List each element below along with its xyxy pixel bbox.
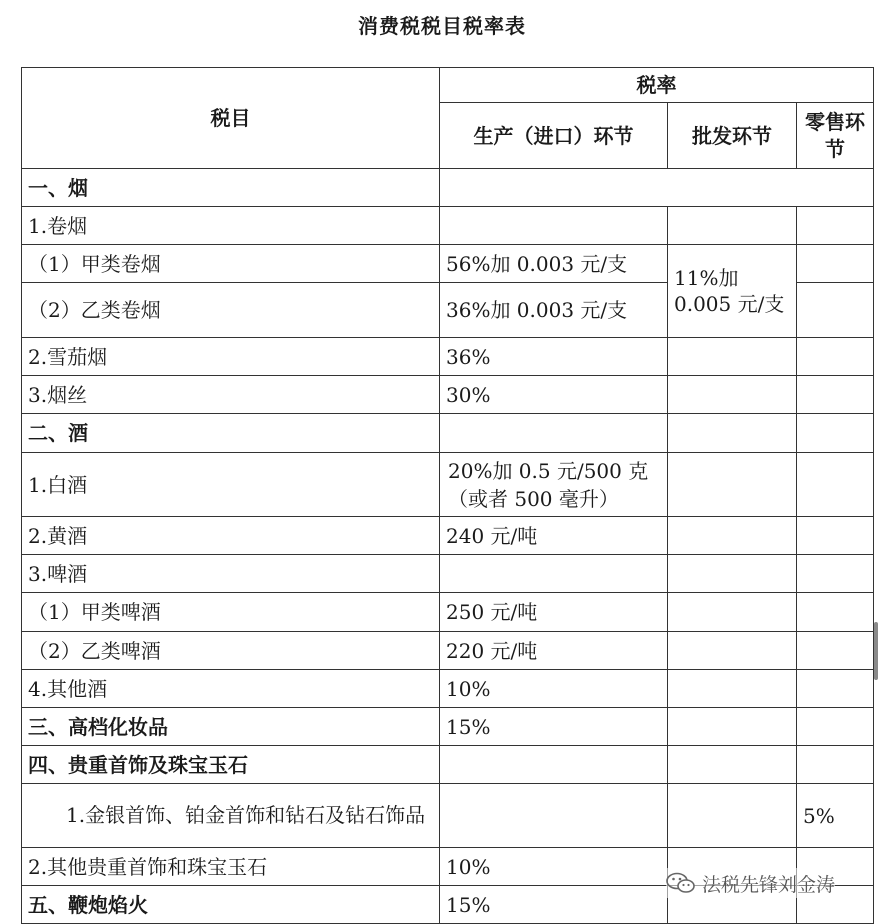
item-gold xyxy=(22,784,440,848)
empty-cell xyxy=(797,453,874,517)
item-beer-a: （1）甲类啤酒 xyxy=(22,593,440,632)
empty-cell xyxy=(668,338,797,376)
rate-other-liquor: 10% xyxy=(440,670,668,708)
item-huangjiu: 2.黄酒 xyxy=(22,517,440,555)
watermark xyxy=(666,868,835,898)
empty-cell xyxy=(440,555,668,593)
header-rate: 税率 xyxy=(440,68,874,103)
empty-cell xyxy=(440,746,668,784)
rate-gold-retail: 5% xyxy=(797,784,874,848)
item-other-jewelry: 2.其他贵重首饰和珠宝玉石 xyxy=(22,848,440,886)
empty-cell xyxy=(797,207,874,245)
wechat-icon xyxy=(666,872,696,894)
header-item: 税目 xyxy=(22,68,440,169)
rate-beer-a: 250 元/吨 xyxy=(440,593,668,632)
empty-cell xyxy=(797,414,874,453)
empty-cell xyxy=(797,708,874,746)
header-wholesale: 批发环节 xyxy=(668,103,797,169)
item-cigarettes: 1.卷烟 xyxy=(22,207,440,245)
empty-cell xyxy=(440,784,668,848)
empty-cell xyxy=(668,670,797,708)
item-beer: 3.啤酒 xyxy=(22,555,440,593)
watermark-text: 法税先锋刘金涛 xyxy=(702,873,836,896)
scrollbar[interactable] xyxy=(874,622,878,680)
empty-cell xyxy=(668,708,797,746)
rate-cig-b: 36%加 0.003 元/支 xyxy=(440,283,668,338)
rate-fireworks: 15% xyxy=(440,886,668,924)
category-tobacco: 一、烟 xyxy=(22,169,440,207)
empty-cell xyxy=(797,593,874,632)
empty-cell xyxy=(797,517,874,555)
empty-cell xyxy=(797,283,874,338)
empty-cell xyxy=(797,670,874,708)
empty-cell xyxy=(668,207,797,245)
rate-cig-wholesale: 11%加 0.005 元/支 xyxy=(668,245,797,338)
empty-cell xyxy=(440,414,668,453)
item-cigar: 2.雪茄烟 xyxy=(22,338,440,376)
empty-cell xyxy=(668,632,797,670)
rate-cut-tobacco: 30% xyxy=(440,376,668,414)
item-cut-tobacco: 3.烟丝 xyxy=(22,376,440,414)
empty-cell xyxy=(668,376,797,414)
category-fireworks: 五、鞭炮焰火 xyxy=(22,886,440,924)
empty-cell xyxy=(440,207,668,245)
empty-cell xyxy=(797,632,874,670)
empty-cell xyxy=(668,784,797,848)
empty-cell xyxy=(797,746,874,784)
item-cig-a: （1）甲类卷烟 xyxy=(22,245,440,283)
empty-cell xyxy=(797,376,874,414)
category-liquor: 二、酒 xyxy=(22,414,440,453)
empty-cell xyxy=(668,453,797,517)
rate-cigar: 36% xyxy=(440,338,668,376)
rate-baijiu: 20%加 0.5 元/500 克（或者 500 毫升） xyxy=(440,453,668,517)
empty-cell xyxy=(668,414,797,453)
item-gold-text: 1.金银首饰、铂金首饰和钻石及钻石饰品 xyxy=(66,803,426,827)
header-retail: 零售环节 xyxy=(797,103,874,169)
header-production: 生产（进口）环节 xyxy=(440,103,668,169)
tax-rate-table xyxy=(21,67,874,924)
item-beer-b: （2）乙类啤酒 xyxy=(22,632,440,670)
rate-cig-a: 56%加 0.003 元/支 xyxy=(440,245,668,283)
empty-cell xyxy=(440,169,874,207)
empty-cell xyxy=(797,338,874,376)
empty-cell xyxy=(797,245,874,283)
rate-cosmetics: 15% xyxy=(440,708,668,746)
item-cig-b: （2）乙类卷烟 xyxy=(22,283,440,338)
empty-cell xyxy=(668,746,797,784)
rate-beer-b: 220 元/吨 xyxy=(440,632,668,670)
rate-huangjiu: 240 元/吨 xyxy=(440,517,668,555)
page-title: 消费税税目税率表 xyxy=(358,14,526,38)
category-jewelry: 四、贵重首饰及珠宝玉石 xyxy=(22,746,440,784)
item-other-liquor: 4.其他酒 xyxy=(22,670,440,708)
category-cosmetics: 三、高档化妆品 xyxy=(22,708,440,746)
item-baijiu: 1.白酒 xyxy=(22,453,440,517)
empty-cell xyxy=(797,555,874,593)
empty-cell xyxy=(668,555,797,593)
empty-cell xyxy=(668,517,797,555)
empty-cell xyxy=(668,593,797,632)
rate-other-jewelry: 10% xyxy=(440,848,668,886)
